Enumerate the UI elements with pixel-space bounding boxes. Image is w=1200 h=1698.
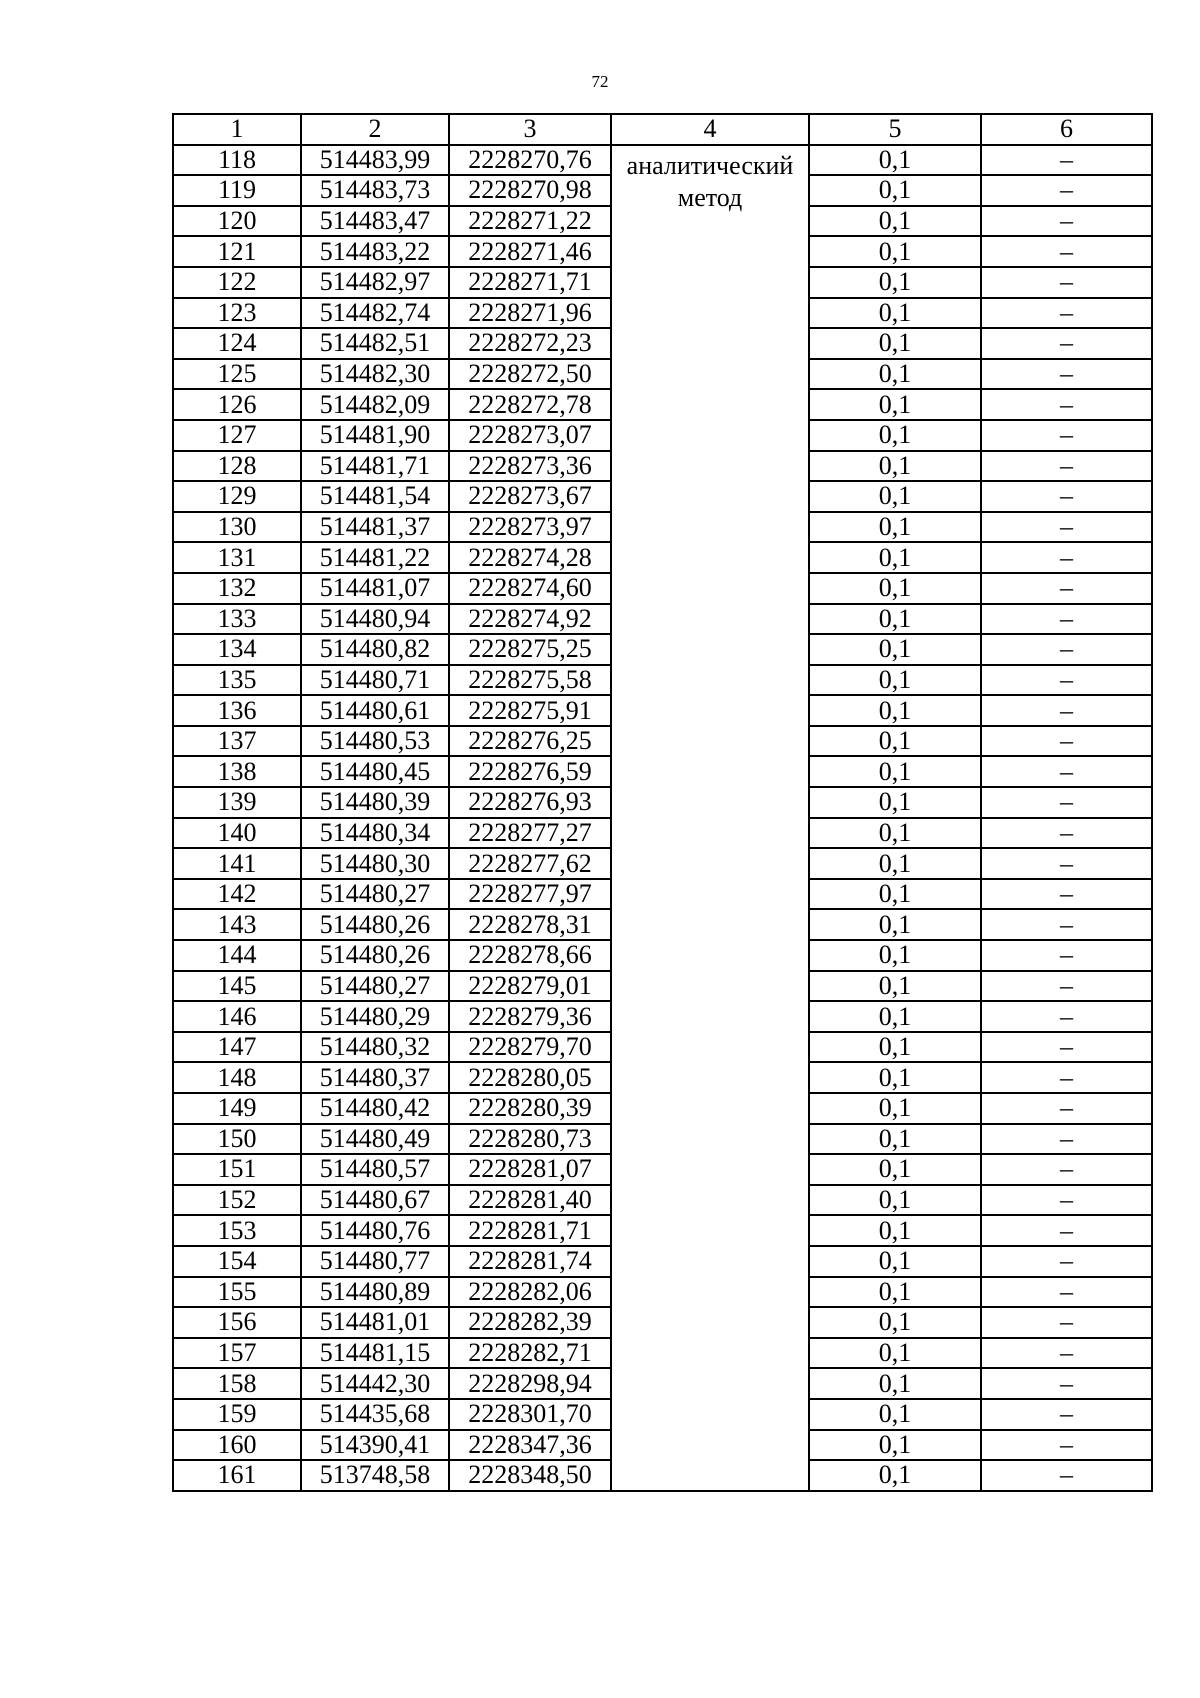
- accuracy-cell: 0,1: [809, 1338, 981, 1369]
- x-coordinate-cell: 514480,67: [301, 1185, 449, 1216]
- point-number-cell: 159: [173, 1399, 301, 1430]
- note-cell: –: [981, 1185, 1152, 1216]
- accuracy-cell: 0,1: [809, 787, 981, 818]
- point-number-cell: 146: [173, 1001, 301, 1032]
- accuracy-cell: 0,1: [809, 175, 981, 206]
- accuracy-cell: 0,1: [809, 879, 981, 910]
- x-coordinate-cell: 514483,47: [301, 206, 449, 237]
- y-coordinate-cell: 2228348,50: [449, 1460, 611, 1491]
- point-number-cell: 148: [173, 1062, 301, 1093]
- point-number-cell: 133: [173, 604, 301, 635]
- point-number-cell: 129: [173, 481, 301, 512]
- accuracy-cell: 0,1: [809, 726, 981, 757]
- x-coordinate-cell: 514480,45: [301, 756, 449, 787]
- point-number-cell: 137: [173, 726, 301, 757]
- y-coordinate-cell: 2228271,46: [449, 236, 611, 267]
- accuracy-cell: 0,1: [809, 909, 981, 940]
- point-number-cell: 132: [173, 573, 301, 604]
- x-coordinate-cell: 514480,76: [301, 1215, 449, 1246]
- y-coordinate-cell: 2228270,76: [449, 145, 611, 176]
- accuracy-cell: 0,1: [809, 206, 981, 237]
- accuracy-cell: 0,1: [809, 573, 981, 604]
- y-coordinate-cell: 2228276,59: [449, 756, 611, 787]
- x-coordinate-cell: 514390,41: [301, 1430, 449, 1461]
- accuracy-cell: 0,1: [809, 1307, 981, 1338]
- note-cell: –: [981, 1307, 1152, 1338]
- note-cell: –: [981, 1093, 1152, 1124]
- header-cell: 2: [301, 114, 449, 145]
- x-coordinate-cell: 514435,68: [301, 1399, 449, 1430]
- x-coordinate-cell: 514480,27: [301, 879, 449, 910]
- note-cell: –: [981, 420, 1152, 451]
- x-coordinate-cell: 514481,37: [301, 512, 449, 543]
- note-cell: –: [981, 1154, 1152, 1185]
- y-coordinate-cell: 2228279,70: [449, 1032, 611, 1063]
- header-cell: 1: [173, 114, 301, 145]
- note-cell: –: [981, 175, 1152, 206]
- note-cell: –: [981, 665, 1152, 696]
- note-cell: –: [981, 267, 1152, 298]
- note-cell: –: [981, 848, 1152, 879]
- point-number-cell: 130: [173, 512, 301, 543]
- accuracy-cell: 0,1: [809, 1430, 981, 1461]
- accuracy-cell: 0,1: [809, 512, 981, 543]
- point-number-cell: 157: [173, 1338, 301, 1369]
- point-number-cell: 153: [173, 1215, 301, 1246]
- x-coordinate-cell: 514483,99: [301, 145, 449, 176]
- table-row: [173, 145, 1152, 176]
- accuracy-cell: 0,1: [809, 1246, 981, 1277]
- y-coordinate-cell: 2228271,96: [449, 298, 611, 329]
- point-number-cell: 160: [173, 1430, 301, 1461]
- y-coordinate-cell: 2228274,28: [449, 542, 611, 573]
- x-coordinate-cell: 514480,29: [301, 1001, 449, 1032]
- y-coordinate-cell: 2228273,07: [449, 420, 611, 451]
- accuracy-cell: 0,1: [809, 1277, 981, 1308]
- accuracy-cell: 0,1: [809, 542, 981, 573]
- x-coordinate-cell: 514481,22: [301, 542, 449, 573]
- method-cell: [611, 145, 809, 1491]
- note-cell: –: [981, 1338, 1152, 1369]
- x-coordinate-cell: 514481,15: [301, 1338, 449, 1369]
- x-coordinate-cell: 514482,30: [301, 359, 449, 390]
- x-coordinate-cell: 514480,42: [301, 1093, 449, 1124]
- accuracy-cell: 0,1: [809, 940, 981, 971]
- accuracy-cell: 0,1: [809, 145, 981, 176]
- point-number-cell: 120: [173, 206, 301, 237]
- note-cell: –: [981, 1032, 1152, 1063]
- x-coordinate-cell: 514480,94: [301, 604, 449, 635]
- x-coordinate-cell: 514480,53: [301, 726, 449, 757]
- x-coordinate-cell: 514483,22: [301, 236, 449, 267]
- accuracy-cell: 0,1: [809, 1399, 981, 1430]
- y-coordinate-cell: 2228276,93: [449, 787, 611, 818]
- accuracy-cell: 0,1: [809, 359, 981, 390]
- note-cell: –: [981, 298, 1152, 329]
- note-cell: –: [981, 1277, 1152, 1308]
- x-coordinate-cell: 514482,97: [301, 267, 449, 298]
- point-number-cell: 154: [173, 1246, 301, 1277]
- y-coordinate-cell: 2228282,39: [449, 1307, 611, 1338]
- point-number-cell: 158: [173, 1368, 301, 1399]
- x-coordinate-cell: 514480,39: [301, 787, 449, 818]
- y-coordinate-cell: 2228278,66: [449, 940, 611, 971]
- point-number-cell: 143: [173, 909, 301, 940]
- note-cell: –: [981, 818, 1152, 849]
- point-number-cell: 128: [173, 451, 301, 482]
- y-coordinate-cell: 2228271,22: [449, 206, 611, 237]
- y-coordinate-cell: 2228279,01: [449, 971, 611, 1002]
- note-cell: –: [981, 573, 1152, 604]
- point-number-cell: 126: [173, 389, 301, 420]
- accuracy-cell: 0,1: [809, 604, 981, 635]
- x-coordinate-cell: 514482,51: [301, 328, 449, 359]
- page-number: 72: [591, 72, 609, 91]
- y-coordinate-cell: 2228274,92: [449, 604, 611, 635]
- x-coordinate-cell: 514481,01: [301, 1307, 449, 1338]
- note-cell: –: [981, 481, 1152, 512]
- note-cell: –: [981, 971, 1152, 1002]
- note-cell: –: [981, 451, 1152, 482]
- x-coordinate-cell: 514483,73: [301, 175, 449, 206]
- y-coordinate-cell: 2228280,39: [449, 1093, 611, 1124]
- y-coordinate-cell: 2228281,74: [449, 1246, 611, 1277]
- header-cell: 6: [981, 114, 1152, 145]
- y-coordinate-cell: 2228275,25: [449, 634, 611, 665]
- point-number-cell: 151: [173, 1154, 301, 1185]
- x-coordinate-cell: 514480,26: [301, 940, 449, 971]
- point-number-cell: 149: [173, 1093, 301, 1124]
- y-coordinate-cell: 2228347,36: [449, 1430, 611, 1461]
- accuracy-cell: 0,1: [809, 818, 981, 849]
- note-cell: –: [981, 634, 1152, 665]
- x-coordinate-cell: 514480,57: [301, 1154, 449, 1185]
- y-coordinate-cell: 2228277,62: [449, 848, 611, 879]
- x-coordinate-cell: 514481,54: [301, 481, 449, 512]
- x-coordinate-cell: 514481,07: [301, 573, 449, 604]
- y-coordinate-cell: 2228281,71: [449, 1215, 611, 1246]
- header-cell: 4: [611, 114, 809, 145]
- accuracy-cell: 0,1: [809, 756, 981, 787]
- accuracy-cell: 0,1: [809, 1215, 981, 1246]
- accuracy-cell: 0,1: [809, 971, 981, 1002]
- method-text: метод: [677, 182, 743, 212]
- y-coordinate-cell: 2228278,31: [449, 909, 611, 940]
- header-cell: 5: [809, 114, 981, 145]
- accuracy-cell: 0,1: [809, 1062, 981, 1093]
- point-number-cell: 145: [173, 971, 301, 1002]
- note-cell: –: [981, 909, 1152, 940]
- table-body: [173, 145, 1152, 1491]
- accuracy-cell: 0,1: [809, 389, 981, 420]
- point-number-cell: 122: [173, 267, 301, 298]
- note-cell: –: [981, 145, 1152, 176]
- point-number-cell: 138: [173, 756, 301, 787]
- x-coordinate-cell: 514481,71: [301, 451, 449, 482]
- point-number-cell: 123: [173, 298, 301, 329]
- y-coordinate-cell: 2228282,71: [449, 1338, 611, 1369]
- note-cell: –: [981, 1246, 1152, 1277]
- point-number-cell: 121: [173, 236, 301, 267]
- point-number-cell: 119: [173, 175, 301, 206]
- accuracy-cell: 0,1: [809, 451, 981, 482]
- accuracy-cell: 0,1: [809, 267, 981, 298]
- note-cell: –: [981, 1001, 1152, 1032]
- note-cell: –: [981, 787, 1152, 818]
- point-number-cell: 131: [173, 542, 301, 573]
- y-coordinate-cell: 2228275,58: [449, 665, 611, 696]
- y-coordinate-cell: 2228282,06: [449, 1277, 611, 1308]
- table-header-row: [173, 114, 1152, 145]
- x-coordinate-cell: 514480,37: [301, 1062, 449, 1093]
- x-coordinate-cell: 514480,26: [301, 909, 449, 940]
- accuracy-cell: 0,1: [809, 420, 981, 451]
- point-number-cell: 144: [173, 940, 301, 971]
- accuracy-cell: 0,1: [809, 1032, 981, 1063]
- note-cell: –: [981, 1215, 1152, 1246]
- accuracy-cell: 0,1: [809, 1001, 981, 1032]
- y-coordinate-cell: 2228281,40: [449, 1185, 611, 1216]
- point-number-cell: 155: [173, 1277, 301, 1308]
- point-number-cell: 134: [173, 634, 301, 665]
- point-number-cell: 118: [173, 145, 301, 176]
- accuracy-cell: 0,1: [809, 1460, 981, 1491]
- y-coordinate-cell: 2228271,71: [449, 267, 611, 298]
- y-coordinate-cell: 2228276,25: [449, 726, 611, 757]
- x-coordinate-cell: 514482,74: [301, 298, 449, 329]
- y-coordinate-cell: 2228275,91: [449, 695, 611, 726]
- x-coordinate-cell: 514442,30: [301, 1368, 449, 1399]
- note-cell: –: [981, 1399, 1152, 1430]
- y-coordinate-cell: 2228270,98: [449, 175, 611, 206]
- y-coordinate-cell: 2228280,73: [449, 1124, 611, 1155]
- accuracy-cell: 0,1: [809, 298, 981, 329]
- y-coordinate-cell: 2228272,78: [449, 389, 611, 420]
- note-cell: –: [981, 328, 1152, 359]
- y-coordinate-cell: 2228280,05: [449, 1062, 611, 1093]
- point-number-cell: 139: [173, 787, 301, 818]
- x-coordinate-cell: 514480,30: [301, 848, 449, 879]
- accuracy-cell: 0,1: [809, 481, 981, 512]
- point-number-cell: 141: [173, 848, 301, 879]
- accuracy-cell: 0,1: [809, 328, 981, 359]
- note-cell: –: [981, 879, 1152, 910]
- x-coordinate-cell: 514480,89: [301, 1277, 449, 1308]
- x-coordinate-cell: 514480,61: [301, 695, 449, 726]
- y-coordinate-cell: 2228272,50: [449, 359, 611, 390]
- note-cell: –: [981, 695, 1152, 726]
- y-coordinate-cell: 2228273,36: [449, 451, 611, 482]
- accuracy-cell: 0,1: [809, 848, 981, 879]
- point-number-cell: 124: [173, 328, 301, 359]
- note-cell: –: [981, 1062, 1152, 1093]
- point-number-cell: 136: [173, 695, 301, 726]
- x-coordinate-cell: 514480,77: [301, 1246, 449, 1277]
- y-coordinate-cell: 2228298,94: [449, 1368, 611, 1399]
- x-coordinate-cell: 514482,09: [301, 389, 449, 420]
- point-number-cell: 135: [173, 665, 301, 696]
- point-number-cell: 156: [173, 1307, 301, 1338]
- note-cell: –: [981, 940, 1152, 971]
- accuracy-cell: 0,1: [809, 236, 981, 267]
- accuracy-cell: 0,1: [809, 695, 981, 726]
- header-cell: 3: [449, 114, 611, 145]
- x-coordinate-cell: 514480,71: [301, 665, 449, 696]
- y-coordinate-cell: 2228277,27: [449, 818, 611, 849]
- note-cell: –: [981, 726, 1152, 757]
- note-cell: –: [981, 604, 1152, 635]
- accuracy-cell: 0,1: [809, 1154, 981, 1185]
- note-cell: –: [981, 1460, 1152, 1491]
- y-coordinate-cell: 2228279,36: [449, 1001, 611, 1032]
- point-number-cell: 147: [173, 1032, 301, 1063]
- point-number-cell: 140: [173, 818, 301, 849]
- y-coordinate-cell: 2228272,23: [449, 328, 611, 359]
- x-coordinate-cell: 513748,58: [301, 1460, 449, 1491]
- x-coordinate-cell: 514481,90: [301, 420, 449, 451]
- note-cell: –: [981, 1430, 1152, 1461]
- y-coordinate-cell: 2228273,97: [449, 512, 611, 543]
- point-number-cell: 161: [173, 1460, 301, 1491]
- note-cell: –: [981, 236, 1152, 267]
- accuracy-cell: 0,1: [809, 634, 981, 665]
- note-cell: –: [981, 359, 1152, 390]
- x-coordinate-cell: 514480,27: [301, 971, 449, 1002]
- x-coordinate-cell: 514480,49: [301, 1124, 449, 1155]
- accuracy-cell: 0,1: [809, 665, 981, 696]
- y-coordinate-cell: 2228274,60: [449, 573, 611, 604]
- x-coordinate-cell: 514480,82: [301, 634, 449, 665]
- note-cell: –: [981, 1368, 1152, 1399]
- x-coordinate-cell: 514480,32: [301, 1032, 449, 1063]
- note-cell: –: [981, 756, 1152, 787]
- point-number-cell: 150: [173, 1124, 301, 1155]
- note-cell: –: [981, 542, 1152, 573]
- y-coordinate-cell: 2228273,67: [449, 481, 611, 512]
- x-coordinate-cell: 514480,34: [301, 818, 449, 849]
- method-text: аналитический: [626, 150, 794, 180]
- y-coordinate-cell: 2228301,70: [449, 1399, 611, 1430]
- y-coordinate-cell: 2228277,97: [449, 879, 611, 910]
- accuracy-cell: 0,1: [809, 1124, 981, 1155]
- point-number-cell: 142: [173, 879, 301, 910]
- note-cell: –: [981, 512, 1152, 543]
- coordinates-table: [172, 113, 1153, 1492]
- accuracy-cell: 0,1: [809, 1368, 981, 1399]
- note-cell: –: [981, 389, 1152, 420]
- y-coordinate-cell: 2228281,07: [449, 1154, 611, 1185]
- point-number-cell: 152: [173, 1185, 301, 1216]
- note-cell: –: [981, 206, 1152, 237]
- accuracy-cell: 0,1: [809, 1093, 981, 1124]
- point-number-cell: 127: [173, 420, 301, 451]
- accuracy-cell: 0,1: [809, 1185, 981, 1216]
- point-number-cell: 125: [173, 359, 301, 390]
- note-cell: –: [981, 1124, 1152, 1155]
